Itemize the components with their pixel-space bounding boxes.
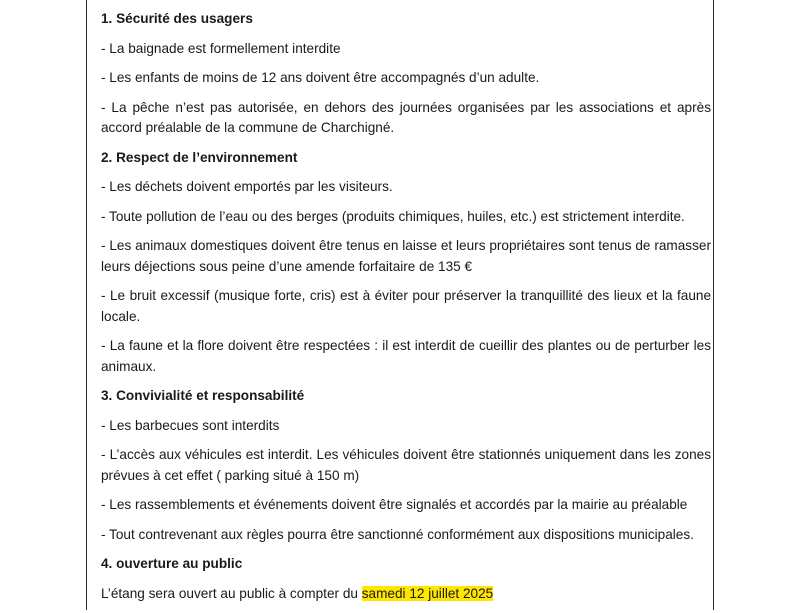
rule-item: - Le bruit excessif (musique forte, cris) est à éviter pour préserver la tranquillité des lieux et la faune locale.: [101, 288, 711, 324]
opening-notice: [101, 584, 711, 605]
rule-item: - La pêche n’est pas autorisée, en dehors des journées organisées par les associations et après accord préalable de la commune de Charchigné.: [101, 99, 711, 135]
rule-item: - Les enfants de moins de 12 ans doivent être accompagnés d’un adulte.: [101, 70, 540, 85]
opening-prefix: L’étang sera ouvert au public à compter du: [101, 585, 362, 601]
section-heading-environnement: 2. Respect de l’environnement: [101, 149, 298, 165]
section-heading-securite: 1. Sécurité des usagers: [101, 11, 253, 26]
section-heading-ouverture: 4. ouverture au public: [101, 556, 243, 571]
rule-item: - La faune et la flore doivent être respectées : il est interdit de cueillir des plantes ou de perturber les animaux.: [101, 338, 711, 374]
rule-item: - La baignade est formellement interdite: [101, 40, 341, 56]
opening-date-highlight: samedi 12 juillet 2025: [361, 585, 494, 601]
rule-item: - Les déchets doivent emportés par les visiteurs.: [101, 179, 393, 194]
rule-item: - Les barbecues sont interdits: [101, 417, 280, 433]
rule-item: - Tout contrevenant aux règles pourra être sanctionné conformément aux dispositions municipales.: [101, 526, 694, 542]
rule-item: - Toute pollution de l’eau ou des berges (produits chimiques, huiles, etc.) est strictement interdite.: [101, 208, 685, 224]
document-body: [101, 9, 711, 613]
section-heading-convivialite: 3. Convivialité et responsabilité: [101, 388, 305, 403]
rule-item: - Les animaux domestiques doivent être tenus en laisse et leurs propriétaires sont tenus de ramasser leurs déjections sous peine d’une amende forfaitaire de 135 €: [101, 238, 711, 274]
rule-item: - Les rassemblements et événements doivent être signalés et accordés par la mairie au préalable: [101, 497, 688, 512]
rule-item: - L’accès aux véhicules est interdit. Les véhicules doivent être stationnés uniquement dans les zones prévues à cet effet ( parking situé à 150 m): [101, 447, 711, 483]
